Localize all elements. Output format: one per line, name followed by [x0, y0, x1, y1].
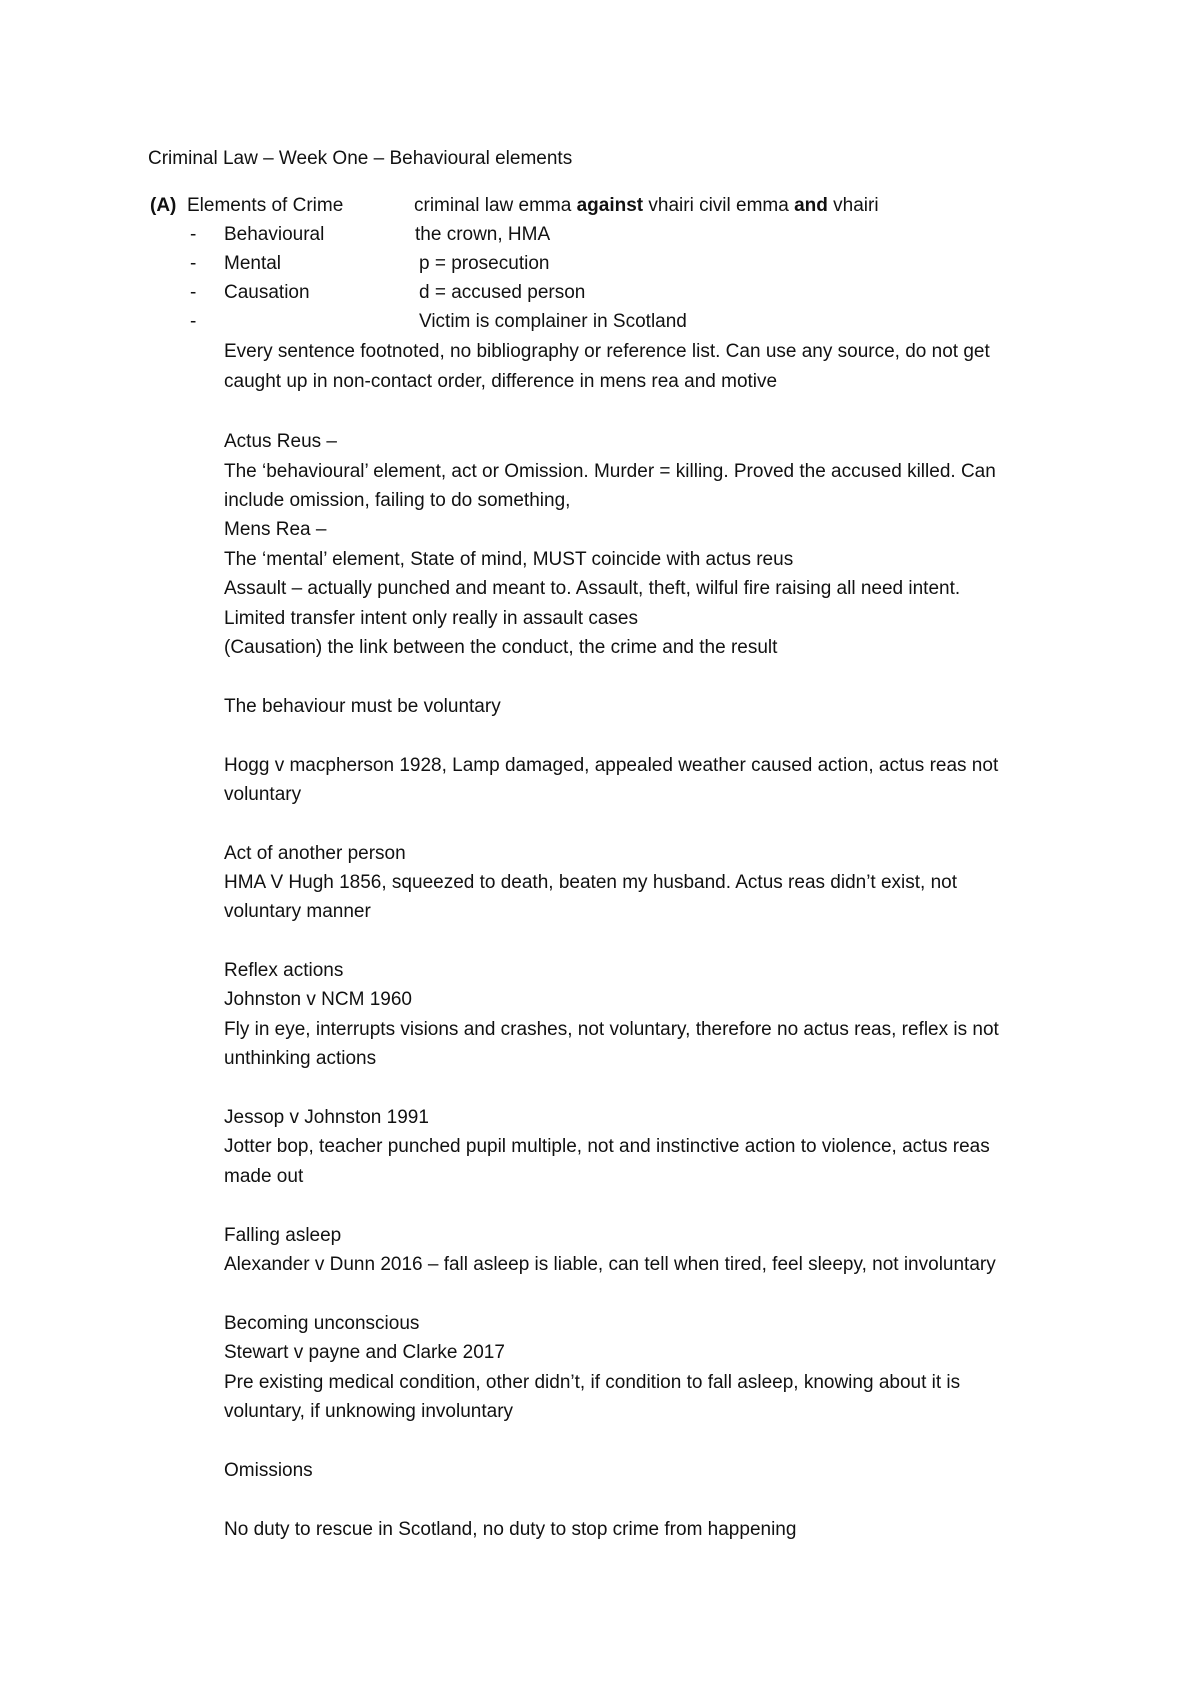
body-line: voluntary manner: [224, 901, 371, 922]
body-line: No duty to rescue in Scotland, no duty to stop crime from happening: [224, 1519, 797, 1540]
body-line: (Causation) the link between the conduct, the crime and the result: [224, 637, 778, 658]
case-hogg: Hogg v macpherson 1928, Lamp damaged, appealed weather caused action, actus reas not: [224, 755, 999, 776]
body-line: Pre existing medical condition, other didn’t, if condition to fall asleep, knowing about it is: [224, 1372, 961, 1393]
heading-mens-rea: Mens Rea –: [224, 519, 327, 540]
list-item-behavioural: Behavioural: [224, 224, 325, 245]
case-hma-hugh: HMA V Hugh 1856, squeezed to death, beaten my husband. Actus reas didn’t exist, not: [224, 872, 958, 893]
list-item-mental: Mental: [224, 253, 282, 274]
body-line: Jotter bop, teacher punched pupil multiple, not and instinctive action to violence, actus reas: [224, 1136, 990, 1157]
body-line: made out: [224, 1166, 304, 1187]
body-line: caught up in non-contact order, difference in mens rea and motive: [224, 371, 778, 392]
body-line: include omission, failing to do something,: [224, 490, 571, 511]
body-line: The behaviour must be voluntary: [224, 696, 501, 717]
body-line: Fly in eye, interrupts visions and crashes, not voluntary, therefore no actus reas, reflex is not: [224, 1019, 999, 1040]
side-note-3: p = prosecution: [419, 253, 550, 274]
document-title: Criminal Law – Week One – Behavioural elements: [148, 148, 573, 169]
heading-actus-reus: Actus Reus –: [224, 431, 337, 452]
list-item-causation: Causation: [224, 282, 310, 303]
side-note-1: criminal law emma against vhairi civil emma and vhairi: [414, 195, 879, 216]
case-jessop: Jessop v Johnston 1991: [224, 1107, 429, 1128]
body-line: Every sentence footnoted, no bibliography or reference list. Can use any source, do not get: [224, 341, 990, 362]
body-line: voluntary: [224, 784, 302, 805]
body-line: voluntary, if unknowing involuntary: [224, 1401, 514, 1422]
body-line: Assault – actually punched and meant to. Assault, theft, wilful fire raising all need intent.: [224, 578, 961, 599]
subheading-falling-asleep: Falling asleep: [224, 1225, 342, 1246]
side-note-5: Victim is complainer in Scotland: [419, 311, 687, 332]
list-bullet: -: [190, 253, 197, 274]
side-note-4: d = accused person: [419, 282, 586, 303]
body-line: Limited transfer intent only really in assault cases: [224, 608, 638, 629]
list-bullet: -: [190, 224, 197, 245]
case-johnston: Johnston v NCM 1960: [224, 989, 412, 1010]
list-bullet: -: [190, 311, 197, 332]
side-note-2: the crown, HMA: [415, 224, 551, 245]
subheading-reflex-actions: Reflex actions: [224, 960, 344, 981]
case-alexander: Alexander v Dunn 2016 – fall asleep is liable, can tell when tired, feel sleepy, not involuntary: [224, 1254, 996, 1275]
subheading-act-of-another: Act of another person: [224, 843, 406, 864]
section-marker: (A): [150, 195, 177, 216]
subheading-unconscious: Becoming unconscious: [224, 1313, 420, 1334]
section-heading: Elements of Crime: [187, 195, 344, 216]
case-stewart: Stewart v payne and Clarke 2017: [224, 1342, 505, 1363]
body-line: The ‘mental’ element, State of mind, MUST coincide with actus reus: [224, 549, 794, 570]
body-line: The ‘behavioural’ element, act or Omission. Murder = killing. Proved the accused killed. Can: [224, 461, 996, 482]
body-line: unthinking actions: [224, 1048, 377, 1069]
subheading-omissions: Omissions: [224, 1460, 313, 1481]
list-bullet: -: [190, 282, 197, 303]
